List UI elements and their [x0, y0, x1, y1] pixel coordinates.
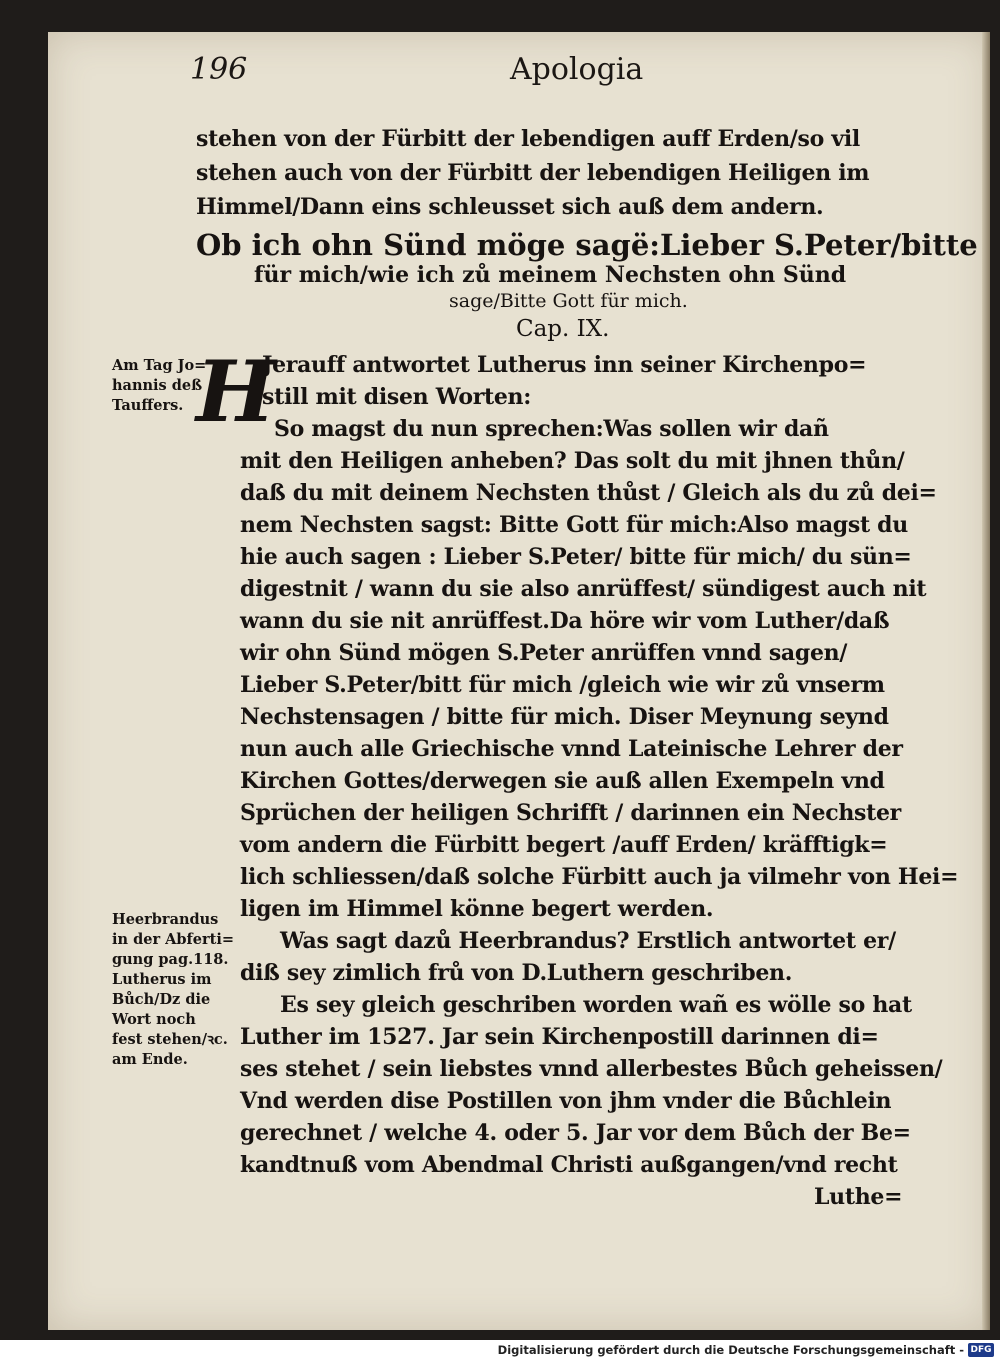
paragraph-line: lich schliessen/daß solche Fürbitt auch ja vilmehr von Hei=: [240, 864, 959, 890]
paragraph-line: ses stehet / sein liebstes vnnd allerbestes Bůch geheissen/: [240, 1056, 943, 1082]
paragraph-line: digestnit / wann du sie also anrüffest/ sündigest auch nit: [240, 576, 927, 602]
margin-note-line: hannis deß: [112, 377, 203, 394]
paragraph-line: Jerauff antwortet Lutherus inn seiner Kirchenpo=: [262, 352, 867, 378]
header-title: Apologia: [510, 52, 644, 87]
margin-note-line: gung pag.118.: [112, 951, 229, 968]
margin-note-line: Am Tag Jo=: [112, 357, 207, 374]
paragraph-line: hie auch sagen : Lieber S.Peter/ bitte für mich/ du sün=: [240, 544, 912, 570]
paragraph-line: Vnd werden dise Postillen von jhm vnder die Bůchlein: [240, 1088, 892, 1114]
dfg-logo-icon: DFG: [968, 1343, 994, 1357]
footer-bar: [0, 1340, 1000, 1361]
margin-note-line: in der Abferti=: [112, 931, 234, 948]
paragraph-line: mit den Heiligen anheben? Das solt du mit jhnen thůn/: [240, 448, 905, 474]
paragraph-line: Sprüchen der heiligen Schrifft / darinnen ein Nechster: [240, 800, 901, 826]
body-text: [196, 96, 978, 1210]
page-edge: [982, 32, 990, 1330]
funding-credit: Digitalisierung gefördert durch die Deutsche Forschungsgemeinschaft -: [497, 1343, 964, 1357]
margin-note-line: Wort noch: [112, 1011, 196, 1028]
paragraph-line: still mit disen Worten:: [262, 384, 532, 410]
paragraph-line: Lieber S.Peter/bitt für mich /gleich wie wir zů vnserm: [240, 672, 885, 698]
margin-note-line: am Ende.: [112, 1051, 188, 1068]
paragraph-line: diß sey zimlich frů von D.Luthern geschriben.: [240, 960, 793, 986]
paragraph-line: Kirchen Gottes/derwegen sie auß allen Exempeln vnd: [240, 768, 885, 794]
paragraph-line: Was sagt dazů Heerbrandus? Erstlich antwortet er/: [280, 928, 896, 954]
margin-note-line: Lutherus im: [112, 971, 212, 988]
paragraph-line: ligen im Himmel könne begert werden.: [240, 896, 714, 922]
catchword: Luthe=: [814, 1184, 903, 1210]
chapter-heading-line: für mich/wie ich zů meinem Nechsten ohn Sünd: [254, 262, 847, 288]
margin-note-line: Bůch/Dz die: [112, 991, 211, 1008]
chapter-heading-line: sage/Bitte Gott für mich.: [449, 290, 688, 312]
chapter-number: Cap. IX.: [516, 316, 610, 342]
intro-line: Himmel/Dann eins schleusset sich auß dem andern.: [196, 194, 824, 220]
running-head: [190, 52, 900, 96]
chapter-heading-line: Ob ich ohn Sünd möge sagë:Lieber S.Peter/bitte: [196, 228, 978, 262]
paragraph-line: wann du sie nit anrüffest.Da höre wir vom Luther/daß: [240, 608, 890, 634]
margin-note-line: Heerbrandus: [112, 911, 219, 928]
margin-note: [112, 356, 237, 416]
paragraph-line: Es sey gleich geschriben worden wañ es wölle so hat: [280, 992, 912, 1018]
intro-line: stehen von der Fürbitt der lebendigen auff Erden/so vil: [196, 126, 860, 152]
paragraph-line: wir ohn Sünd mögen S.Peter anrüffen vnnd sagen/: [240, 640, 848, 666]
page-number: 196: [190, 52, 248, 87]
paragraph-line: gerechnet / welche 4. oder 5. Jar vor dem Bůch der Be=: [240, 1120, 911, 1146]
paragraph-line: daß du mit deinem Nechsten thůst / Gleich als du zů dei=: [240, 480, 937, 506]
paragraph-line: Luther im 1527. Jar sein Kirchenpostill darinnen di=: [240, 1024, 879, 1050]
margin-note: [112, 910, 237, 1070]
margin-note-line: Tauffers.: [112, 397, 184, 414]
paragraph-line: So magst du nun sprechen:Was sollen wir dañ: [274, 416, 829, 442]
intro-line: stehen auch von der Fürbitt der lebendigen Heiligen im: [196, 160, 870, 186]
paragraph-line: nun auch alle Griechische vnnd Lateinische Lehrer der: [240, 736, 903, 762]
margin-note-line: fest stehen/ꝛc.: [112, 1031, 228, 1048]
paragraph-line: vom andern die Fürbitt begert /auff Erden/ kräfftigk=: [240, 832, 888, 858]
drop-cap-initial: H: [196, 342, 276, 441]
paragraph-line: Nechstensagen / bitte für mich. Diser Meynung seynd: [240, 704, 889, 730]
paragraph-line: nem Nechsten sagst: Bitte Gott für mich:Also magst du: [240, 512, 908, 538]
paragraph-line: kandtnuß vom Abendmal Christi außgangen/vnd recht: [240, 1152, 898, 1178]
